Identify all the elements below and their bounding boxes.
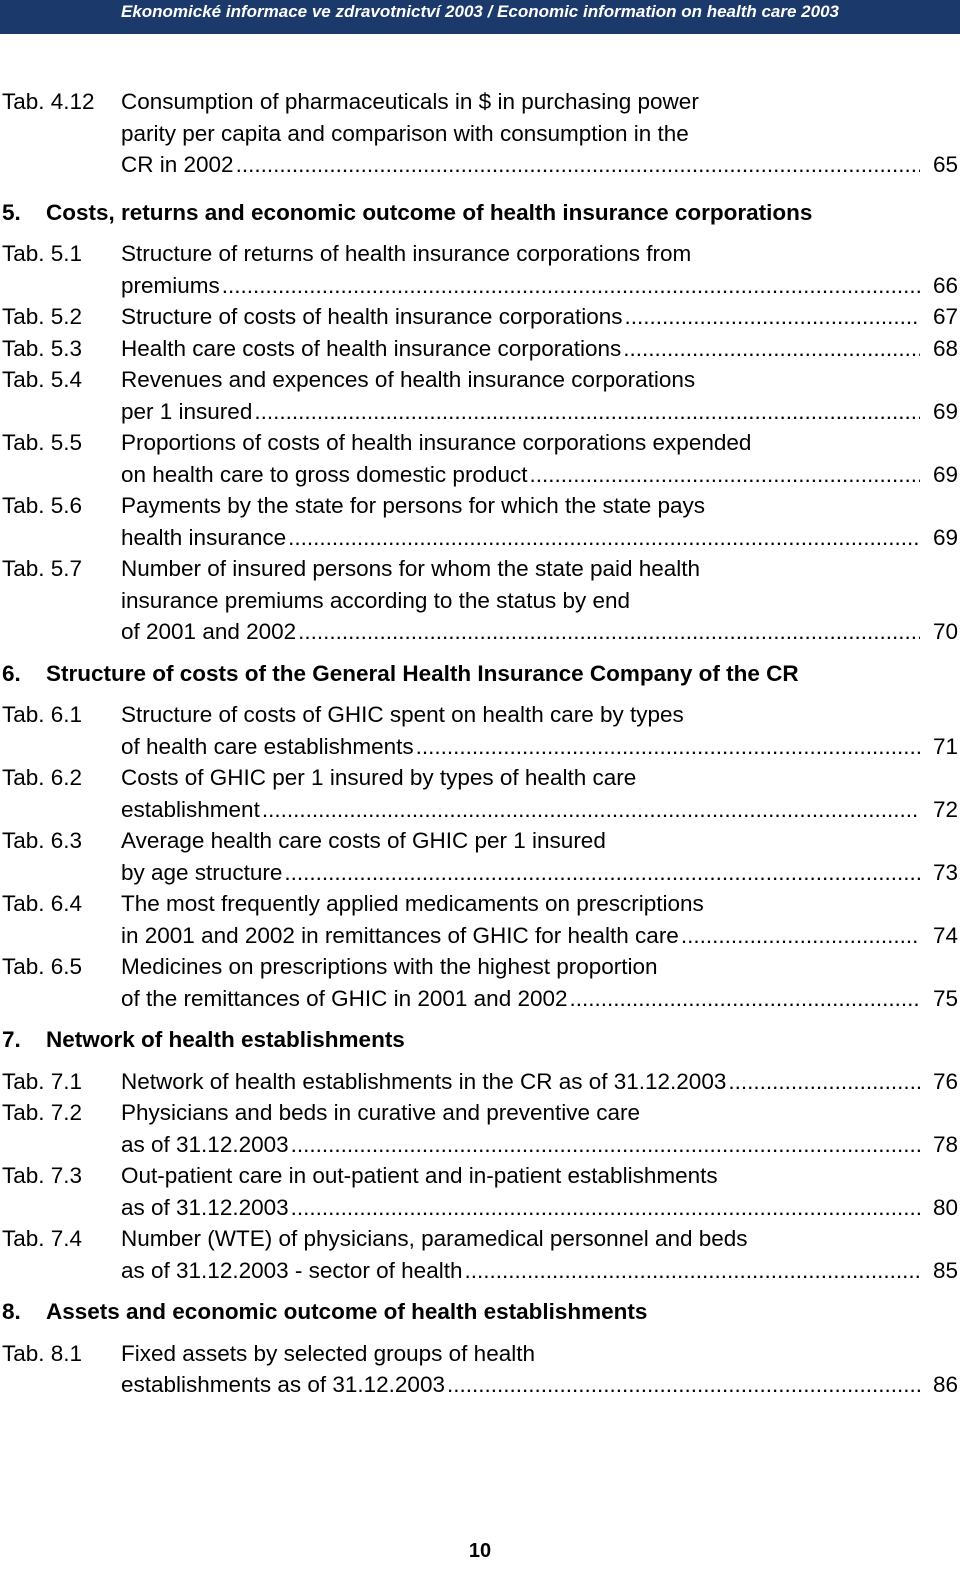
toc-entry-text: Consumption of pharmaceuticals in $ in purchasing power	[121, 89, 699, 114]
toc-entry-text: of the remittances of GHIC in 2001 and 2002	[121, 985, 568, 1011]
toc-entry-number: Tab. 7.1	[2, 1068, 83, 1094]
toc-entry-text: Health care costs of health insurance corporations	[121, 335, 622, 361]
page-header	[0, 0, 960, 34]
section-heading	[0, 1024, 960, 1056]
toc-entry-number: Tab. 6.5	[2, 954, 83, 979]
toc-entry-text: establishments as of 31.12.2003	[121, 1372, 445, 1397]
toc-entry[interactable]	[0, 490, 960, 553]
toc-page-number: 78	[932, 1131, 958, 1157]
toc-entry[interactable]	[0, 951, 960, 1014]
dot-leader	[288, 522, 920, 554]
toc-entry-text: Number (WTE) of physicians, paramedical personnel and beds	[121, 1226, 748, 1251]
page-number: 10	[468, 1540, 492, 1562]
toc-entry-number: Tab. 7.3	[2, 1163, 83, 1188]
toc-entry-text: Structure of costs of health insurance corporations	[121, 304, 623, 329]
toc-entry[interactable]	[0, 1160, 960, 1223]
section-number: 6.	[2, 660, 21, 686]
toc-entry-text: Structure of returns of health insurance corporations from	[121, 241, 692, 266]
toc-entry-text: Average health care costs of GHIC per 1 insured	[121, 828, 606, 853]
dot-leader	[416, 731, 920, 763]
toc-entry-text: Number of insured persons for whom the state paid health	[121, 556, 701, 581]
toc-entry[interactable]	[0, 762, 960, 825]
toc-entry-text: of 2001 and 2002	[121, 619, 297, 644]
dot-leader	[728, 1066, 920, 1098]
toc-entry[interactable]	[0, 238, 960, 301]
toc-entry-text: Medicines on prescriptions with the highest proportion	[121, 954, 658, 979]
toc-entry-text: Network of health establishments in the CR as of 31.12.2003	[121, 1068, 727, 1094]
toc-entry-text: Proportions of costs of health insurance corporations expended	[121, 430, 752, 455]
toc-page-number: 69	[932, 524, 958, 550]
toc-entry[interactable]	[0, 427, 960, 490]
dot-leader	[291, 1192, 920, 1224]
toc-entry-text: Fixed assets by selected groups of health	[121, 1340, 535, 1366]
toc-page-number: 72	[932, 796, 958, 822]
toc-page-number: 76	[932, 1068, 958, 1094]
toc-entry-number: Tab. 5.2	[2, 304, 83, 329]
toc-entry-number: Tab. 6.4	[2, 891, 83, 916]
toc-page-number: 85	[932, 1257, 958, 1283]
toc-entry-number: Tab. 5.3	[2, 335, 83, 361]
header-title: Ekonomické informace ve zdravotnictví 2003 / Economic information on health care 2003	[120, 2, 840, 21]
toc-entry-text: as of 31.12.2003	[121, 1131, 289, 1157]
toc-page-number: 68	[932, 335, 958, 361]
toc-entry-number: Tab. 6.1	[2, 702, 83, 727]
toc-entry-number: Tab. 5.7	[2, 556, 83, 581]
dot-leader	[681, 920, 920, 952]
toc-entry[interactable]	[0, 1066, 960, 1098]
toc-entry-text: establishment	[121, 796, 260, 822]
section-heading	[0, 658, 960, 690]
dot-leader	[254, 396, 920, 428]
toc-page-number: 74	[932, 922, 958, 948]
toc-entry-text: in 2001 and 2002 in remittances of GHIC for health care	[121, 922, 679, 948]
toc-entry-text: insurance premiums according to the status by end	[121, 587, 631, 613]
toc-entry-number: Tab. 7.4	[2, 1226, 83, 1251]
toc-entry-text: parity per capita and comparison with consumption in the	[121, 120, 689, 146]
toc-page-number: 69	[932, 461, 958, 487]
section-heading	[0, 197, 960, 229]
toc-entry[interactable]	[0, 1097, 960, 1160]
toc-entry-text: Revenues and expences of health insurance corporations	[121, 367, 696, 392]
toc-entry[interactable]	[0, 699, 960, 762]
dot-leader	[464, 1255, 920, 1287]
dot-leader	[570, 983, 920, 1015]
toc-entry[interactable]	[0, 364, 960, 427]
toc-page-number: 80	[932, 1194, 958, 1220]
toc-page-number: 71	[932, 733, 958, 759]
toc-entry-number: Tab. 5.1	[2, 241, 83, 266]
toc-entry-text: Out-patient care in out-patient and in-patient establishments	[121, 1163, 718, 1188]
section-number: 7.	[2, 1027, 21, 1052]
toc-entry-number: Tab. 4.12	[2, 89, 95, 114]
toc-entry-text: Structure of costs of GHIC spent on health care by types	[121, 702, 684, 727]
toc-entry-number: Tab. 8.1	[2, 1340, 83, 1366]
toc-entry[interactable]	[0, 1338, 960, 1401]
toc-page-number: 67	[932, 304, 958, 329]
toc-entry-text: of health care establishments	[121, 733, 414, 759]
section-heading	[0, 1296, 960, 1328]
toc-entry-number: Tab. 5.4	[2, 367, 83, 392]
toc-entry-text: as of 31.12.2003 - sector of health	[121, 1257, 463, 1283]
toc-entry[interactable]	[0, 825, 960, 888]
dot-leader	[447, 1369, 920, 1401]
section-title: Network of health establishments	[46, 1027, 405, 1052]
toc-page-number: 66	[932, 272, 958, 298]
toc-entry-text: Physicians and beds in curative and preventive care	[121, 1100, 641, 1125]
section-title: Costs, returns and economic outcome of health insurance corporations	[46, 199, 813, 225]
toc-page-number: 75	[932, 985, 958, 1011]
toc-entry-text: The most frequently applied medicaments on prescriptions	[121, 891, 704, 916]
dot-leader	[623, 333, 920, 365]
toc-entry[interactable]	[0, 888, 960, 951]
section-title: Assets and economic outcome of health establishments	[46, 1299, 648, 1324]
table-of-contents	[0, 86, 960, 1401]
toc-entry-text: health insurance	[121, 524, 287, 550]
toc-entry-text: Costs of GHIC per 1 insured by types of health care	[121, 765, 637, 790]
toc-page-number: 70	[932, 619, 958, 644]
section-title: Structure of costs of the General Health Insurance Company of the CR	[46, 660, 799, 686]
toc-page-number: 69	[932, 398, 958, 424]
toc-page-number: 73	[932, 859, 958, 885]
toc-entry-number: Tab. 5.5	[2, 430, 83, 455]
dot-leader	[291, 1129, 920, 1161]
toc-entry-number: Tab. 7.2	[2, 1100, 83, 1125]
toc-entry[interactable]	[0, 333, 960, 365]
toc-entry[interactable]	[0, 301, 960, 333]
section-number: 5.	[2, 199, 21, 225]
toc-entry-number: Tab. 6.3	[2, 828, 83, 853]
toc-entry[interactable]	[0, 86, 960, 181]
toc-entry-number: Tab. 5.6	[2, 493, 83, 518]
toc-page-number: 65	[932, 152, 958, 177]
toc-entry[interactable]	[0, 553, 960, 648]
toc-entry-text: premiums	[121, 272, 220, 298]
toc-entry-text: Payments by the state for persons for which the state pays	[121, 493, 706, 518]
toc-entry-text: CR in 2002	[121, 152, 234, 177]
dot-leader	[298, 616, 920, 648]
section-number: 8.	[2, 1299, 21, 1324]
toc-entry-text: per 1 insured	[121, 398, 253, 424]
dot-leader	[529, 459, 920, 491]
toc-entry[interactable]	[0, 1223, 960, 1286]
dot-leader	[236, 149, 920, 181]
toc-entry-number: Tab. 6.2	[2, 765, 83, 790]
toc-entry-text: on health care to gross domestic product	[121, 461, 528, 487]
dot-leader	[625, 301, 920, 333]
toc-entry-text: by age structure	[121, 859, 283, 885]
dot-leader	[222, 270, 920, 302]
dot-leader	[262, 794, 920, 826]
toc-entry-text: as of 31.12.2003	[121, 1194, 289, 1220]
dot-leader	[284, 857, 920, 889]
toc-page-number: 86	[932, 1372, 958, 1397]
